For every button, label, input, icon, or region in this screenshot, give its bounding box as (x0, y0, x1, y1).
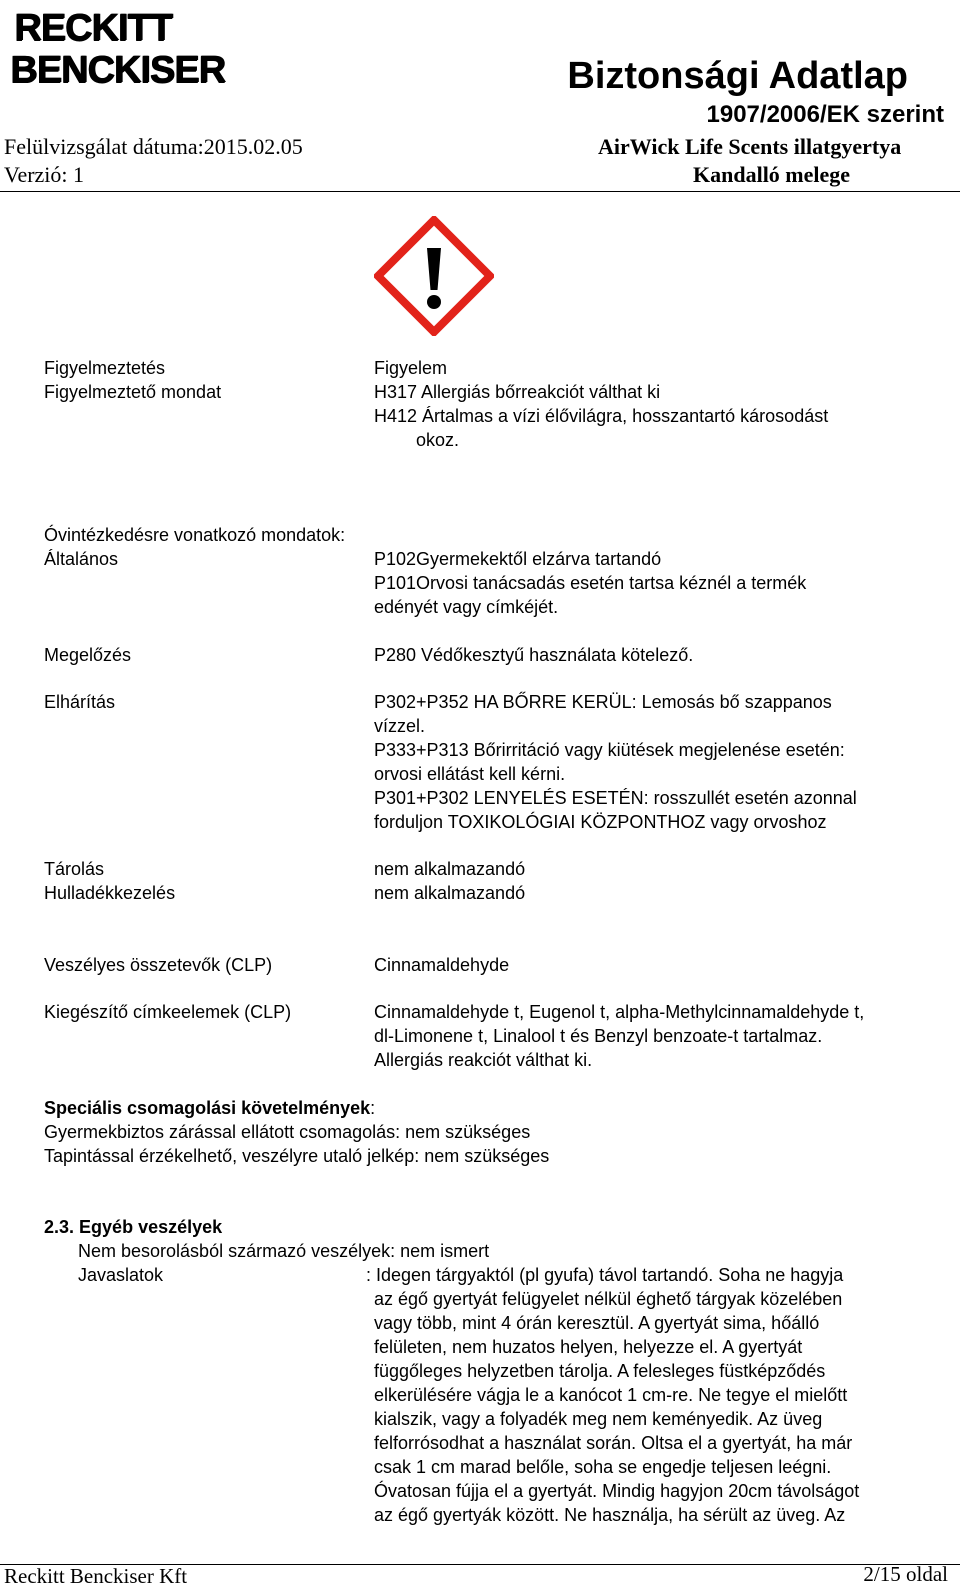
ghs-pictogram (374, 216, 494, 336)
footer-page-number: 2/15 oldal (863, 1562, 948, 1586)
logo-line-1: RECKITT (14, 7, 172, 49)
advice-line: felforrósodhat a használat során. Oltsa el a gyertyát, ha már (374, 1433, 853, 1453)
version: Verzió: 1 (4, 162, 85, 187)
response-statement: vízzel. (374, 716, 426, 736)
storage-label: Tárolás (44, 859, 105, 879)
supplemental-label: Kiegészítő címkeelemek (CLP) (44, 1002, 292, 1022)
advice-line: kialszik, vagy a folyadék meg nem keményedik. Az üveg (374, 1409, 823, 1429)
response-statement: P333+P313 Bőrirritáció vagy kiütések megjelenése esetén: (374, 740, 845, 760)
hazard-statement: H317 Allergiás bőrreakciót válthat ki (374, 382, 661, 402)
signal-word-label: Figyelmeztetés (44, 358, 166, 378)
general-statement: P102Gyermekektől elzárva tartandó (374, 549, 662, 569)
section-heading (44, 1215, 222, 1239)
advice-line: az égő gyertyák között. Ne használja, ha sérült az üveg. Az (374, 1505, 846, 1525)
signal-word: Figyelem (374, 358, 448, 378)
advice-line: az égő gyertyát felügyelet nélkül éghető tárgyak közelében (374, 1289, 843, 1309)
product-name: AirWick Life Scents illatgyertya (598, 134, 902, 159)
hazard-statement-label: Figyelmeztető mondat (44, 382, 222, 402)
supplemental-statement: dl-Limonene t, Linalool t és Benzyl benzoate-t tartalmaz. (374, 1026, 823, 1046)
section-number: 2.3. (44, 1217, 75, 1237)
advice-line: : Idegen tárgyaktól (pl gyufa) távol tartandó. Soha ne hagyja (366, 1265, 844, 1285)
response-statement: forduljon TOXIKOLÓGIAI KÖZPONTHOZ vagy orvoshoz (374, 812, 827, 832)
hazardous-components: Cinnamaldehyde (374, 955, 510, 975)
advice-line: vagy több, mint 4 órán keresztül. A gyertyát sima, hőálló (374, 1313, 820, 1333)
storage-statement: nem alkalmazandó (374, 859, 526, 879)
general-statement-continuation: edényét vagy címkéjét. (374, 597, 559, 617)
disposal-label: Hulladékkezelés (44, 883, 176, 903)
hazard-statement: H412 Ártalmas a vízi élővilágra, hosszantartó károsodást (374, 406, 829, 426)
supplemental-statement: Cinnamaldehyde t, Eugenol t, alpha-Methylcinnamaldehyde t, (374, 1002, 865, 1022)
exclamation-mark-icon (374, 216, 494, 336)
advice-label: Javaslatok (78, 1265, 164, 1285)
advice-line: elkerülésére vágja le a kanócot 1 cm-re. Ne tegye el mielőtt (374, 1385, 848, 1405)
packaging-heading-colon: : (370, 1098, 376, 1118)
product-variant: Kandalló melege (693, 162, 851, 187)
hazard-statement-continuation: okoz. (416, 430, 460, 450)
precautions-heading: Óvintézkedésre vonatkozó mondatok: (44, 525, 346, 545)
response-statement: orvosi ellátást kell kérni. (374, 764, 566, 784)
logo-line-2: BENCKISER (10, 49, 225, 91)
hazardous-components-label: Veszélyes összetevők (CLP) (44, 955, 273, 975)
footer-company: Reckitt Benckiser Kft (4, 1564, 188, 1588)
supplemental-statement: Allergiás reakciót válthat ki. (374, 1050, 593, 1070)
prevention-statement: P280 Védőkesztyű használata kötelező. (374, 645, 694, 665)
packaging-heading-text: Speciális csomagolási követelmények (44, 1098, 371, 1118)
response-statement: P301+P302 LENYELÉS ESETÉN: rosszullét esetén azonnal (374, 788, 857, 808)
header-divider (0, 191, 960, 192)
advice-line: csak 1 cm marad belőle, soha se engedje teljesen leégni. (374, 1457, 832, 1477)
prevention-label: Megelőzés (44, 645, 132, 665)
child-resistant-closure: Gyermekbiztos zárással ellátott csomagolás: nem szükséges (44, 1122, 531, 1142)
document-title: Biztonsági Adatlap (567, 55, 908, 97)
response-label: Elhárítás (44, 692, 116, 712)
advice-line: függőleges helyzetben tárolja. A felesleges füstképződés (374, 1361, 826, 1381)
general-statement: P101Orvosi tanácsadás esetén tartsa kéznél a termék (374, 573, 807, 593)
regulation-reference: 1907/2006/EK szerint (706, 101, 944, 128)
company-logo (10, 6, 240, 90)
response-statement: P302+P352 HA BŐRRE KERÜL: Lemosás bő szappanos (374, 692, 832, 712)
advice-line: Óvatosan fújja el a gyertyát. Mindig hagyjon 20cm távolságot (374, 1481, 860, 1501)
tactile-warning: Tapintással érzékelhető, veszélyre utaló jelkép: nem szükséges (44, 1146, 550, 1166)
section-title: Egyéb veszélyek (79, 1217, 223, 1237)
advice-line: felületen, nem huzatos helyen, helyezze el. A gyertyát (374, 1337, 803, 1357)
disposal-statement: nem alkalmazandó (374, 883, 526, 903)
unclassified-hazards: Nem besorolásból származó veszélyek: nem ismert (78, 1241, 490, 1261)
packaging-heading (44, 1096, 375, 1120)
general-label: Általános (44, 549, 119, 569)
revision-date: Felülvizsgálat dátuma:2015.02.05 (4, 134, 303, 159)
advice-text (366, 1263, 859, 1527)
